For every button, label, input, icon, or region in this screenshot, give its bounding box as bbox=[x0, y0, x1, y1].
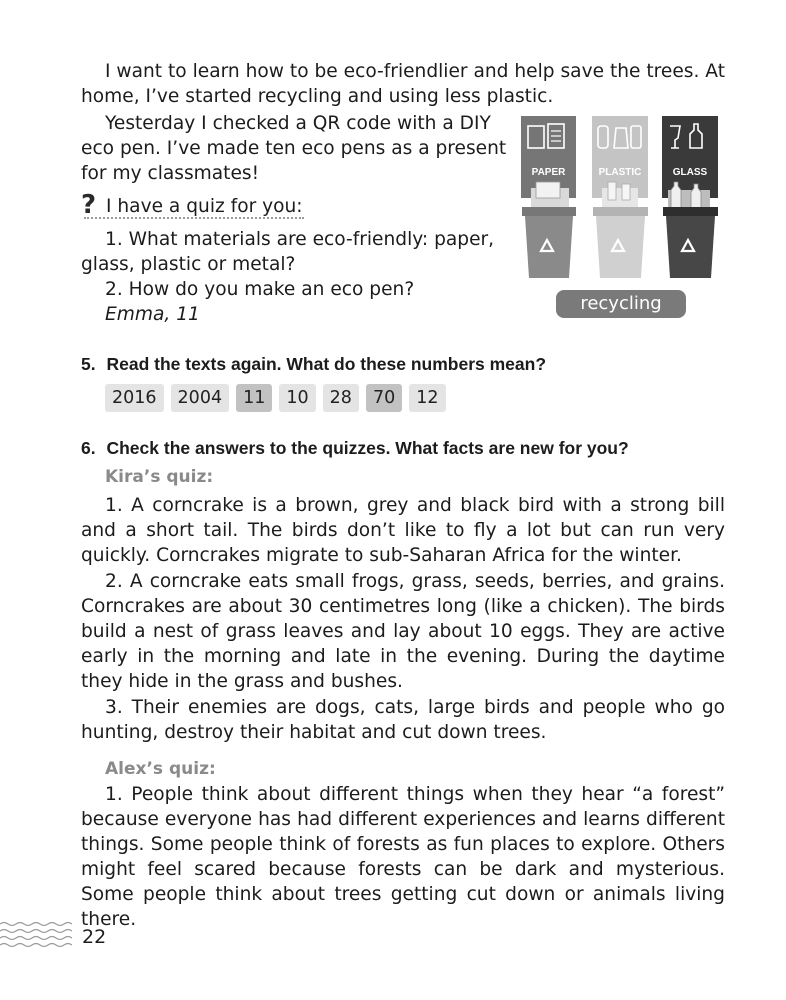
kira-quiz-title: Kira’s quiz: bbox=[105, 467, 214, 487]
exercise-5-title bbox=[81, 353, 546, 375]
bin-label-glass: GLASS bbox=[672, 167, 708, 178]
bin-label-plastic: PLASTIC bbox=[598, 167, 642, 178]
number-chip: 11 bbox=[236, 384, 272, 412]
emma-paragraph-2-line-1: Yesterday I checked a QR code with a DIY bbox=[105, 113, 491, 134]
page-number: 22 bbox=[82, 926, 107, 948]
signature: Emma, 11 bbox=[105, 304, 200, 325]
recycling-caption: recycling bbox=[556, 290, 686, 318]
emma-paragraph-2-line-2: eco pen. I’ve made ten eco pens as a present bbox=[81, 138, 507, 159]
exercise-5-instruction: Read the texts again. What do these numbers mean? bbox=[106, 354, 547, 374]
emma-paragraph-2-line-3: for my classmates! bbox=[81, 163, 260, 184]
emma-paragraph-1: I want to learn how to be eco-friendlier and help save the trees. At home, I’ve started recycling and using less plastic. bbox=[81, 61, 725, 107]
wave-decoration bbox=[0, 918, 72, 952]
question-mark-icon: ? bbox=[81, 190, 97, 220]
exercise-6-number: 6. bbox=[81, 438, 96, 458]
exercise-5-number: 5. bbox=[81, 354, 96, 374]
quiz-question-1-line-1: 1. What materials are eco-friendly: paper, bbox=[105, 229, 495, 250]
kira-answer-3: 3. Their enemies are dogs, cats, large birds and people who go hunting, destroy their habitat and cut down trees. bbox=[81, 697, 725, 743]
glass-bin bbox=[662, 116, 718, 278]
quiz-question-2: 2. How do you make an eco pen? bbox=[105, 279, 415, 300]
exercise-6-title bbox=[81, 437, 629, 459]
number-chip: 10 bbox=[279, 384, 315, 412]
exercise-6-instruction: Check the answers to the quizzes. What facts are new for you? bbox=[106, 438, 629, 458]
kira-answer-1: 1. A corncrake is a brown, grey and black bird with a strong bill and a short tail. The birds don’t like to fly a lot but can run very quickly. Corncrakes migrate to sub-Saharan Africa for the winter. bbox=[81, 495, 725, 566]
plastic-bin bbox=[592, 116, 648, 278]
number-chip: 12 bbox=[409, 384, 445, 412]
bin-label-paper: PAPER bbox=[531, 167, 566, 178]
quiz-question-1-line-2: glass, plastic or metal? bbox=[81, 254, 296, 275]
number-chip: 28 bbox=[323, 384, 359, 412]
number-chip: 2016 bbox=[105, 384, 164, 412]
number-chip: 70 bbox=[366, 384, 402, 412]
alex-answer-1: 1. People think about different things when they hear “a forest” because everyone has had different experiences and learns different things. Some people think of forests as fun places to explore. Others might feel scared because forests can be dark and mysterious. Some people think about trees getting cut down or animals living there. bbox=[81, 784, 725, 930]
quiz-intro: I have a quiz for you: bbox=[106, 196, 303, 217]
recycling-bins-illustration bbox=[518, 112, 718, 286]
number-chips bbox=[105, 384, 446, 412]
alex-quiz-title: Alex’s quiz: bbox=[105, 759, 216, 779]
kira-answer-2: 2. A corncrake eats small frogs, grass, seeds, berries, and grains. Corncrakes are about 30 centimetres long (like a chicken). The birds build a nest of grass leaves and lay about 10 eggs. They are active early in the morning and late in the evening. During the daytime they hide in the grass and bushes. bbox=[81, 571, 725, 692]
paper-bin bbox=[521, 116, 576, 278]
dotted-underline bbox=[84, 217, 304, 219]
number-chip: 2004 bbox=[171, 384, 230, 412]
